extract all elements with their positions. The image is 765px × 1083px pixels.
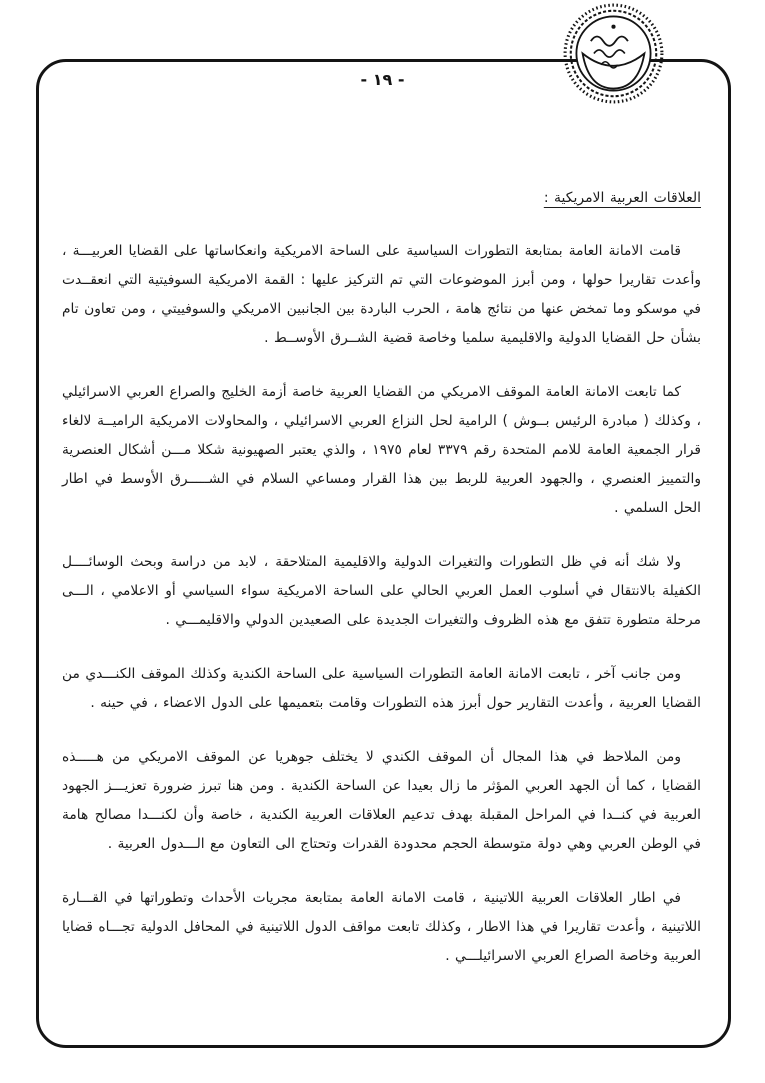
paragraph: في اطار العلاقات العربية اللاتينية ، قامت الامانة العامة بمتابعة مجريات الأحداث وتطوراتها في القـــارة اللاتينية ، وأعدت تقاريرا في هذا الاطار ، وكذلك تابعت مواقف الدول اللاتينية في المحافل الدولية تجـــاه قضايا العربية وخاصة الصراع العربي الاسرائيلـــي . xyxy=(62,890,701,964)
paragraph: ومن جانب آخر ، تابعت الامانة العامة التطورات السياسية على الساحة الكندية وكذلك الموقف الكنـــدي من القضايا العربية ، وأعدت التقارير حول أبرز هذه التطورات وقامت بتعميمها على الدول الاعضاء ، في حينه . xyxy=(62,666,701,711)
paragraph: ولا شك أنه في ظل التطورات والتغيرات الدولية والاقليمية المتلاحقة ، لابد من دراسة وبحث الوسائــــل الكفيلة بالانتقال في أسلوب العمل العربي الحالي على الساحة الامريكية سواء السياسي أو الاعلامي ، الـــى مرحلة متطورة تتفق مع هذه الظروف والتغيرات الجديدة على الصعيدين الدولي والاقليمـــي . xyxy=(62,554,701,628)
document-body xyxy=(62,184,701,971)
arab-league-emblem-icon xyxy=(562,2,665,105)
paragraph: ومن الملاحظ في هذا المجال أن الموقف الكندي لا يختلف جوهريا عن الموقف الامريكي من هـــــذه القضايا ، كما أن الجهد العربي المؤثر ما زال بعيدا عن الساحة الكندية . ومن هنا تبرز ضرورة تعزيـــز الجهود العربية في كنــدا في المراحل المقبلة بهدف تدعيم العلاقات العربية الكندية ، خاصة وأن لكنـــدا مصالح هامة في الوطن العربي وهي دولة متوسطة الحجم محدودة القدرات وتحتاج الى التعاون مع الـــدول العربية . xyxy=(62,749,701,852)
paragraph: كما تابعت الامانة العامة الموقف الامريكي من القضايا العربية خاصة أزمة الخليج والصراع العربي الاسرائيلي ، وكذلك ( مبادرة الرئيس بــوش ) الرامية لحل النزاع العربي الاسرائيلي ، والمحاولات الامريكية الراميــة لالغاء قرار الجمعية العامة للامم المتحدة رقم ٣٣٧٩ لعام ١٩٧٥ ، والذي يعتبر الصهيونية شكلا مـــن أشكال العنصرية والتمييز العنصري ، والجهود العربية للربط بين هذا القرار ومساعي السلام في الشـــــرق الأوسط في اطار الحل السلمي . xyxy=(62,384,701,516)
section-heading: العلاقات العربية الامريكية : xyxy=(543,190,701,206)
paragraph: قامت الامانة العامة بمتابعة التطورات السياسية على الساحة الامريكية وانعكاساتها على القضايا العربيـــة ، وأعدت تقاريرا حولها ، ومن أبرز الموضوعات التي تم التركيز عليها : القمة الامريكية السوفيتية التي انعقــدت في موسكو وما تمخض عنها من نتائج هامة ، الحرب الباردة بين الجانبين الامريكي والسوفييتي ، ومن تعاون تام بشأن حل القضايا الدولية والاقليمية سلميا وخاصة قضية الشــرق الأوســط . xyxy=(62,243,701,346)
page-number: - ١٩ - xyxy=(360,70,405,89)
